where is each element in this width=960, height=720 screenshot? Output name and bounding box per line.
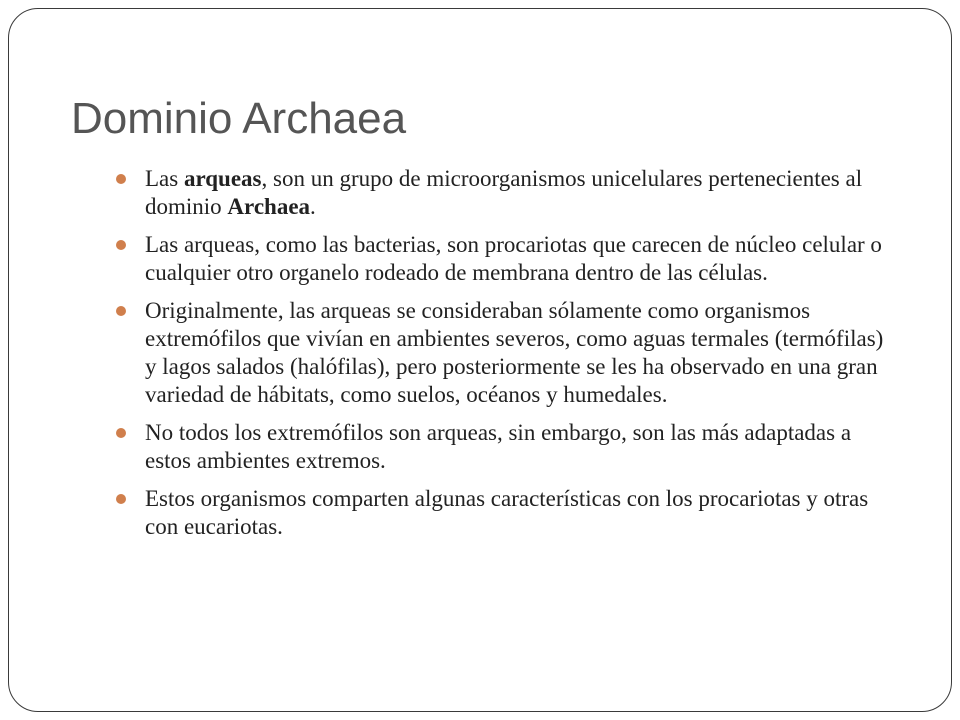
bullet-dot-icon [116, 240, 126, 250]
bullet-item [116, 165, 892, 221]
bullet-text: Las arqueas, son un grupo de microorganismos unicelulares pertenecientes al dominio Archaea. [145, 166, 863, 219]
bullet-text: Las arqueas, como las bacterias, son procariotas que carecen de núcleo celular o cualquier otro organelo rodeado de membrana dentro de las células. [145, 232, 882, 285]
slide-frame [8, 8, 952, 712]
bullet-text: No todos los extremófilos son arqueas, sin embargo, son las más adaptadas a estos ambientes extremos. [145, 420, 852, 473]
bullet-dot-icon [116, 494, 126, 504]
bullet-item [116, 297, 892, 409]
bullet-item [116, 231, 892, 287]
bullet-item [116, 485, 892, 541]
bullet-text: Originalmente, las arqueas se consideraban sólamente como organismos extremófilos que vivían en ambientes severos, como aguas termales (termófilas) y lagos salados (halófilas), pero posteriormente se les ha observado en una gran variedad de hábitats, como suelos, océanos y humedales. [145, 298, 884, 407]
slide-title: Dominio Archaea [71, 94, 407, 143]
bullet-dot-icon [116, 174, 126, 184]
bullet-text: Estos organismos comparten algunas características con los procariotas y otras con eucariotas. [145, 486, 869, 539]
bullet-item [116, 419, 892, 475]
bullet-dot-icon [116, 428, 126, 438]
bullet-dot-icon [116, 306, 126, 316]
bullet-list [116, 165, 892, 551]
